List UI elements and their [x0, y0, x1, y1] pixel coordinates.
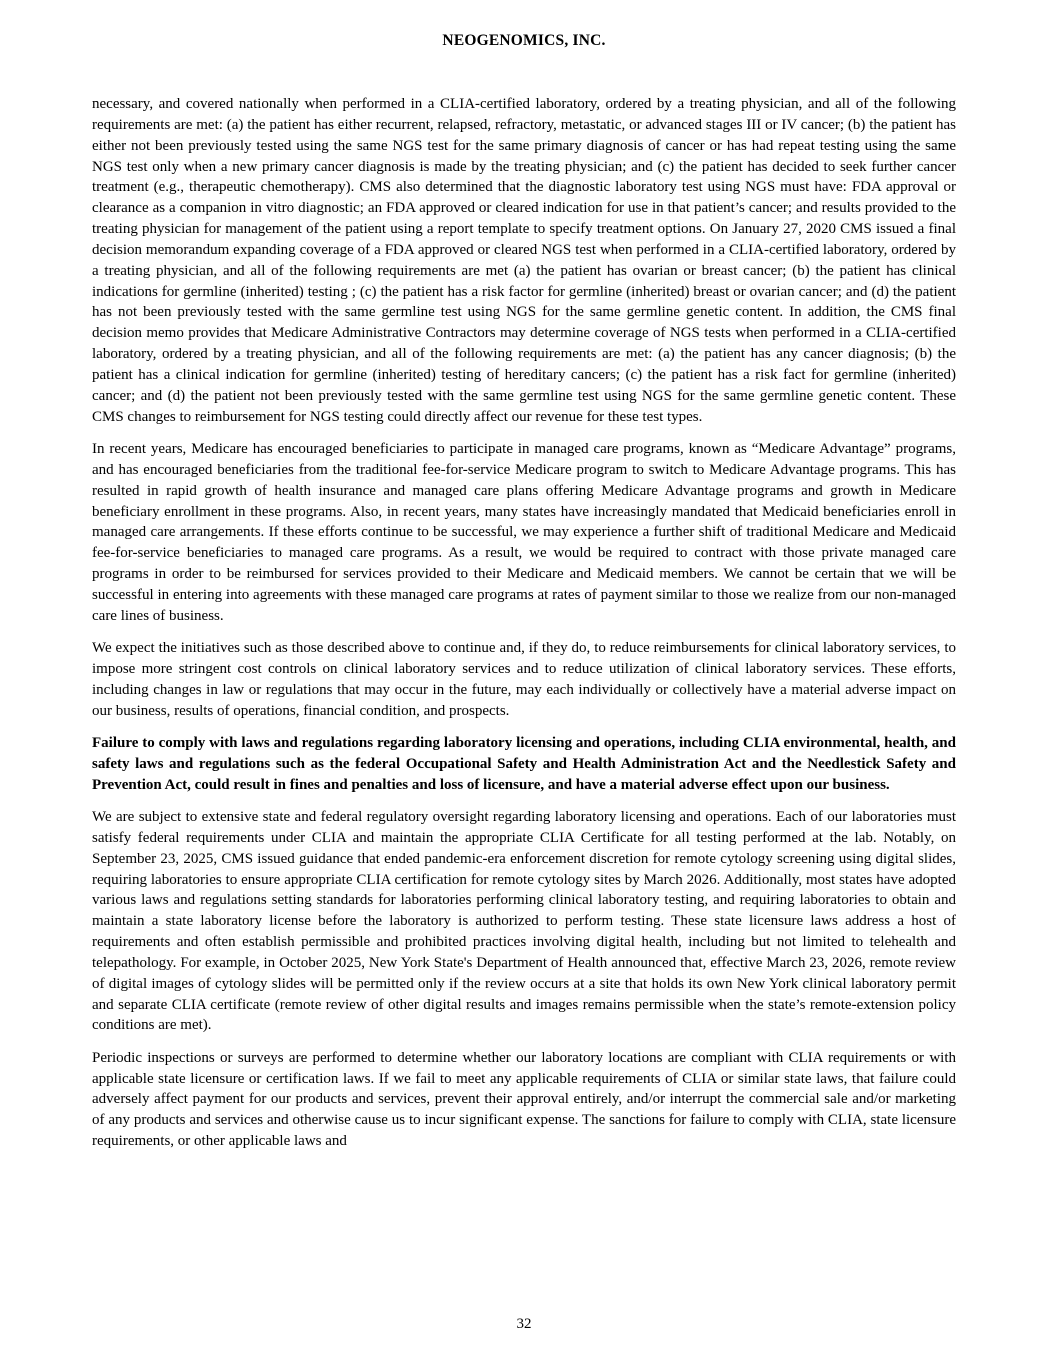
paragraph-regulatory-oversight: We are subject to extensive state and federal regulatory oversight regarding laboratory licensing and operations. Each of our laboratories must satisfy federal requirements under CLIA and maintain the appropriate CLIA Certificate for all testing performed at the lab. Notably, on September 23, 2025, CMS issued guidance that ended pandemic-era enforcement discretion for remote cytology screening using digital slides, requiring laboratories to ensure appropriate CLIA certification for remote cytology sites by March 2026. Additionally, most states have adopted various laws and regulations setting standards for laboratories performing clinical laboratory testing, and requiring laboratories to obtain and maintain a state laboratory license before the laboratory is authorized to perform testing. These state licensure laws address a host of requirements and often establish permissible and prohibited practices involving digital health, including but not limited to telehealth and telepathology. For example, in October 2025, New York State's Department of Health announced that, effective March 23, 2026, remote review of digital images of cytology slides will be permitted only if the review occurs at a site that holds its own New York clinical laboratory permit and separate CLIA certificate (remote review of other digital results and images remains permissible when the state’s remote-extension policy conditions are met). — [92, 809, 956, 1034]
paragraph-medicare-advantage: In recent years, Medicare has encouraged beneficiaries to participate in managed care programs, known as “Medicare Advantage” programs, and has encouraged beneficiaries from the traditional fee-for-service Medicare program to switch to Medicare Advantage programs. This has resulted in rapid growth of health insurance and managed care plans offering Medicare Advantage programs and growth in Medicare beneficiary enrollment in these programs. Also, in recent years, many states have increasingly mandated that Medicaid beneficiaries enroll in managed care arrangements. If these efforts continue to be successful, we may experience a further shift of traditional Medicare and Medicaid fee-for-service beneficiaries to managed care programs. As a result, we would be required to contract with those private managed care programs in order to be reimbursed for services provided to their Medicare and Medicaid members. We cannot be certain that we will be successful in entering into agreements with these managed care programs at rates of payment similar to those we realize from our non-managed care lines of business. — [92, 441, 956, 624]
page-number: 32 — [516, 1316, 532, 1332]
paragraph-reimbursement-initiatives: We expect the initiatives such as those described above to continue and, if they do, to reduce reimbursements for clinical laboratory services, to impose more stringent cost controls on clinical laboratory services and to reduce utilization of clinical laboratory services. These efforts, including changes in law or regulations that may occur in the future, may each individually or collectively have a material adverse impact on our business, results of operations, financial condition, and prospects. — [92, 640, 956, 719]
paragraph-periodic-inspections: Periodic inspections or surveys are performed to determine whether our laboratory locations are compliant with CLIA requirements or with applicable state licensure or certification laws. If we fail to meet any applicable requirements of CLIA or similar state laws, that failure could adversely affect payment for our products and services, prevent their approval entirely, and/or interrupt the commercial sale and/or marketing of any products and services and otherwise cause us to incur significant expense. The sanctions for failure to comply with CLIA, state licensure requirements, or other applicable laws and — [92, 1049, 956, 1150]
risk-factor-heading: Failure to comply with laws and regulations regarding laboratory licensing and operations, including CLIA environmental, health, and safety laws and regulations such as the federal Occupational Safety and Health Administration Act and the Needlestick Safety and Prevention Act, could result in fines and penalties and loss of licensure, and have a material adverse effect upon our business. — [92, 734, 956, 793]
document-body — [92, 94, 956, 1164]
company-title: NEOGENOMICS, INC. — [442, 32, 606, 49]
paragraph-ngs-coverage: necessary, and covered nationally when performed in a CLIA-certified laboratory, ordered by a treating physician, and all of the following requirements are met: (a) the patient has either recurrent, relapsed, refractory, metastatic, or advanced stages III or IV cancer; (b) the patient has either not been previously tested using the same NGS test for the same primary diagnosis of cancer or has had repeat testing using the same NGS test only when a new primary cancer diagnosis is made by the treating physician; and (c) the patient has decided to seek further cancer treatment (e.g., therapeutic chemotherapy). CMS also determined that the diagnostic laboratory test using NGS must have: FDA approval or clearance as a companion in vitro diagnostic; an FDA approved or cleared indication for use in that patient’s cancer; and results provided to the treating physician for management of the patient using a report template to specify treatment options. On January 27, 2020 CMS issued a final decision memorandum expanding coverage of a FDA approved or cleared NGS test when performed in a CLIA-certified laboratory, ordered by a treating physician, and all of the following requirements are met (a) the patient has ovarian or breast cancer; (b) the patient has clinical indications for germline (inherited) testing ; (c) the patient has a risk factor for germline (inherited) breast or ovarian cancer; and (d) the patient has not been previously tested with the same germline test using NGS for the same germline genetic content. In addition, the CMS final decision memo provides that Medicare Administrative Contractors may determine coverage of NGS tests when performed in a CLIA-certified laboratory, ordered by a treating physician, and all of the following requirements are met: (a) the patient has any cancer diagnosis; (b) the patient has a clinical indication for germline (inherited) testing of hereditary cancers; (c) the patient has a risk fact for germline (inherited) cancer; and (d) the patient not been previously tested with the same germline test using NGS for the same germline genetic content. These CMS changes to reimbursement for NGS testing could directly affect our revenue for these test types. — [92, 96, 956, 425]
